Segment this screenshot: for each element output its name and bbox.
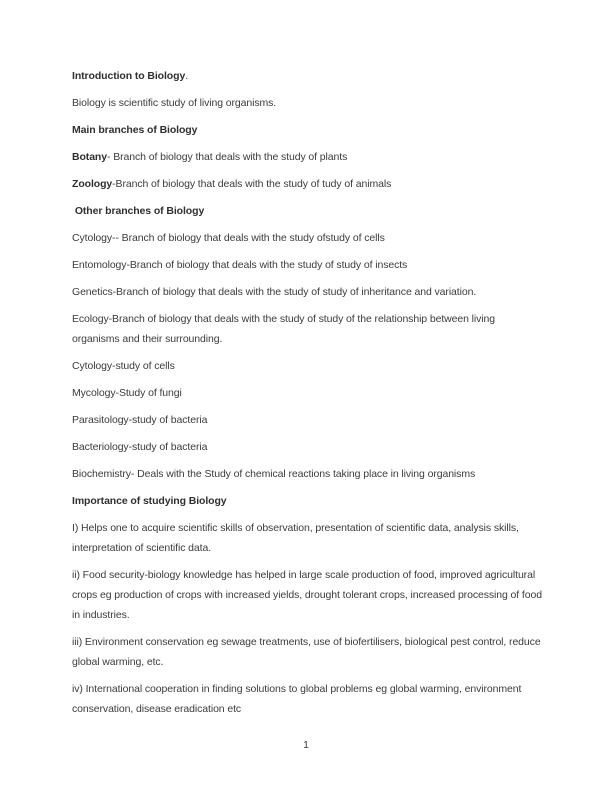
section-heading: Main branches of Biology [72,124,198,136]
intro-heading: Introduction to Biology. [72,70,189,82]
paragraph: Botany- Branch of biology that deals with the study of plants [72,151,348,163]
paragraph: Bacteriology-study of bacteria [72,441,208,453]
paragraph: Entomology-Branch of biology that deals with the study of study of insects [72,259,408,271]
document-content [72,66,545,726]
page-number: 1 [303,739,309,751]
paragraph: Parasitology-study of bacteria [72,414,208,426]
paragraph: iii) Environment conservation eg sewage treatments, use of biofertilisers, biological pest control, reduce global warming, etc. [72,636,544,668]
paragraph: I) Helps one to acquire scientific skills of observation, presentation of scientific data, analysis skills, interpretation of scientific data. [72,522,522,554]
paragraph: Biochemistry- Deals with the Study of chemical reactions taking place in living organisms [72,468,476,480]
paragraph: ii) Food security-biology knowledge has helped in large scale production of food, improved agricultural crops eg production of crops with increased yields, drought tolerant crops, increased processing of food in industries. [72,569,545,621]
paragraph: Mycology-Study of fungi [72,387,182,399]
paragraph: Zoology-Branch of biology that deals with the study of tudy of animals [72,178,392,190]
paragraph: Genetics-Branch of biology that deals with the study of study of inheritance and variation. [72,286,477,298]
section-heading: Importance of studying Biology [72,495,227,507]
section-heading: Other branches of Biology [72,205,205,217]
paragraph: Ecology-Branch of biology that deals with the study of study of the relationship between living organisms and their surrounding. [72,313,498,345]
paragraph: Cytology-- Branch of biology that deals with the study ofstudy of cells [72,232,385,244]
paragraph: Cytology-study of cells [72,360,175,372]
paragraph: Biology is scientific study of living organisms. [72,97,277,109]
paragraph: iv) International cooperation in finding solutions to global problems eg global warming, environment conservation, disease eradication etc [72,683,525,715]
